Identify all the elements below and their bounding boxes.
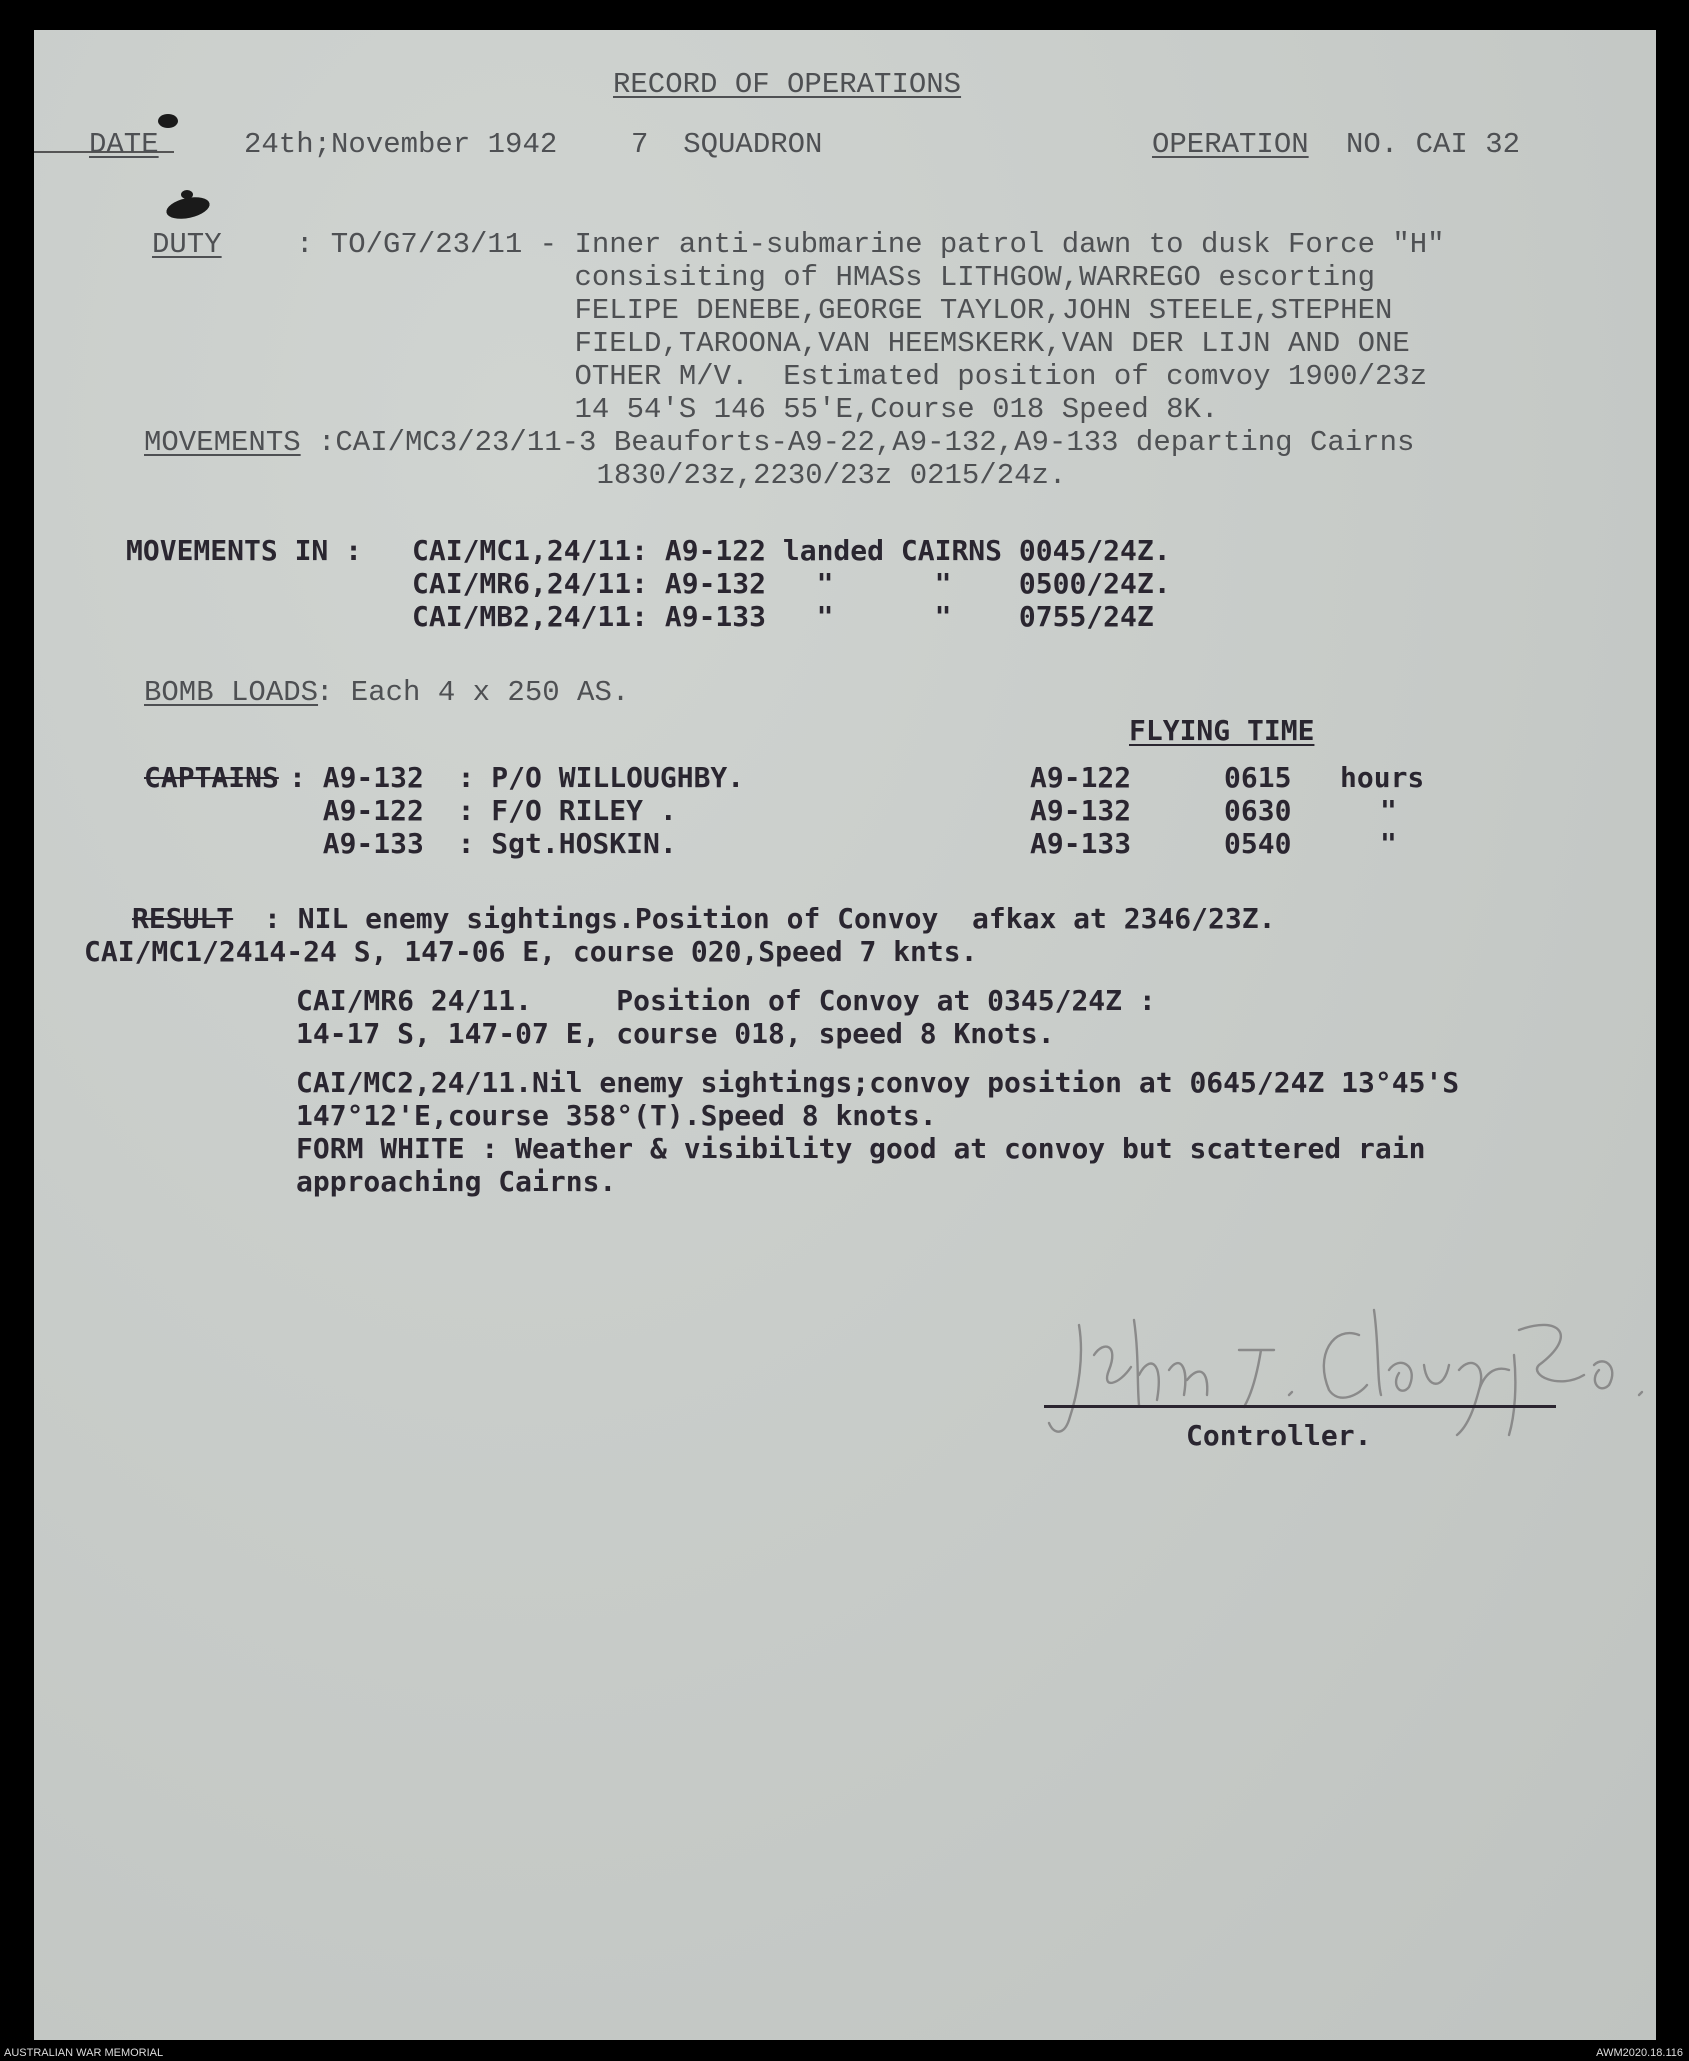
movements-label: MOVEMENTS: [144, 426, 301, 459]
operation-value: NO. CAI 32: [1346, 128, 1521, 161]
captains-row: : A9-132 : P/O WILLOUGHBY.: [289, 761, 745, 794]
duty-line: FIELD,TAROONA,VAN HEEMSKERK,VAN DER LIJN AND ONE: [296, 327, 1410, 360]
captains-label: CAPTAINS: [144, 761, 279, 794]
duty-line: OTHER M/V. Estimated position of comvoy 1900/23z: [296, 360, 1428, 393]
captains-row: A9-122 : F/O RILEY .: [289, 794, 677, 827]
signature-role: Controller.: [1186, 1419, 1372, 1452]
movements-in-row: CAI/MB2,24/11: A9-133 " " 0755/24Z: [412, 600, 1154, 633]
result-label: RESULT: [132, 902, 234, 935]
document-page: [34, 30, 1656, 2040]
movements-in-label: MOVEMENTS IN :: [126, 534, 363, 567]
duty-line: consisiting of HMASs LITHGOW,WARREGO escorting: [296, 261, 1375, 294]
movements-line: 1830/23z,2230/23z 0215/24z.: [318, 459, 1067, 492]
document-title: RECORD OF OPERATIONS: [613, 68, 962, 101]
flying-time-unit: ": [1380, 794, 1397, 827]
bomb-loads-value: : Each 4 x 250 AS.: [316, 676, 630, 709]
result-line: FORM WHITE : Weather & visibility good at convoy but scattered rain: [296, 1132, 1426, 1165]
date-value: 24th;November 1942: [244, 128, 558, 161]
result-line: approaching Cairns.: [296, 1165, 617, 1198]
ink-blot: [158, 114, 178, 128]
date-label: DATE: [89, 128, 159, 161]
flying-time-unit: hours: [1340, 761, 1425, 794]
flying-time-aircraft: A9-132: [1030, 794, 1132, 827]
result-line: CAI/MC2,24/11.Nil enemy sightings;convoy position at 0645/24Z 13°45'S: [296, 1066, 1460, 1099]
movements-line: :CAI/MC3/23/11-3 Beauforts-A9-22,A9-132,A9-133 departing Cairns: [318, 426, 1415, 459]
duty-line: 14 54'S 146 55'E,Course 018 Speed 8K.: [296, 393, 1219, 426]
ink-blot: [181, 190, 193, 199]
result-line: 14-17 S, 147-07 E, course 018, speed 8 Knots.: [296, 1017, 1055, 1050]
duty-label: DUTY: [152, 228, 222, 261]
signature-line: [1044, 1405, 1556, 1408]
flying-time-hours: 0630: [1224, 794, 1292, 827]
footer-credit: AUSTRALIAN WAR MEMORIAL: [4, 2047, 164, 2059]
squadron: 7 SQUADRON: [631, 128, 823, 161]
flying-time-unit: ": [1380, 827, 1397, 860]
captains-row: A9-133 : Sgt.HOSKIN.: [289, 827, 677, 860]
duty-line: FELIPE DENEBE,GEORGE TAYLOR,JOHN STEELE,STEPHEN: [296, 294, 1393, 327]
result-line: CAI/MR6 24/11. Position of Convoy at 0345/24Z :: [296, 984, 1156, 1017]
movements-in-row: CAI/MR6,24/11: A9-132 " " 0500/24Z.: [412, 567, 1171, 600]
footer-reference: AWM2020.18.116: [1596, 2047, 1683, 2059]
result-line: 147°12'E,course 358°(T).Speed 8 knots.: [296, 1099, 937, 1132]
flying-time-aircraft: A9-133: [1030, 827, 1132, 860]
flying-time-heading: FLYING TIME: [1129, 714, 1315, 747]
flying-time-hours: 0615: [1224, 761, 1292, 794]
result-line: CAI/MC1/2414-24 S, 147-06 E, course 020,Speed 7 knts.: [84, 935, 978, 968]
flying-time-aircraft: A9-122: [1030, 761, 1132, 794]
result-line: : NIL enemy sightings.Position of Convoy afkax at 2346/23Z.: [264, 902, 1276, 935]
movements-in-row: CAI/MC1,24/11: A9-122 landed CAIRNS 0045/24Z.: [412, 534, 1171, 567]
flying-time-hours: 0540: [1224, 827, 1292, 860]
operation-label: OPERATION: [1152, 128, 1309, 161]
duty-line: : TO/G7/23/11 - Inner anti-submarine patrol dawn to dusk Force "H": [296, 228, 1445, 261]
bomb-loads-label: BOMB LOADS: [144, 676, 319, 709]
